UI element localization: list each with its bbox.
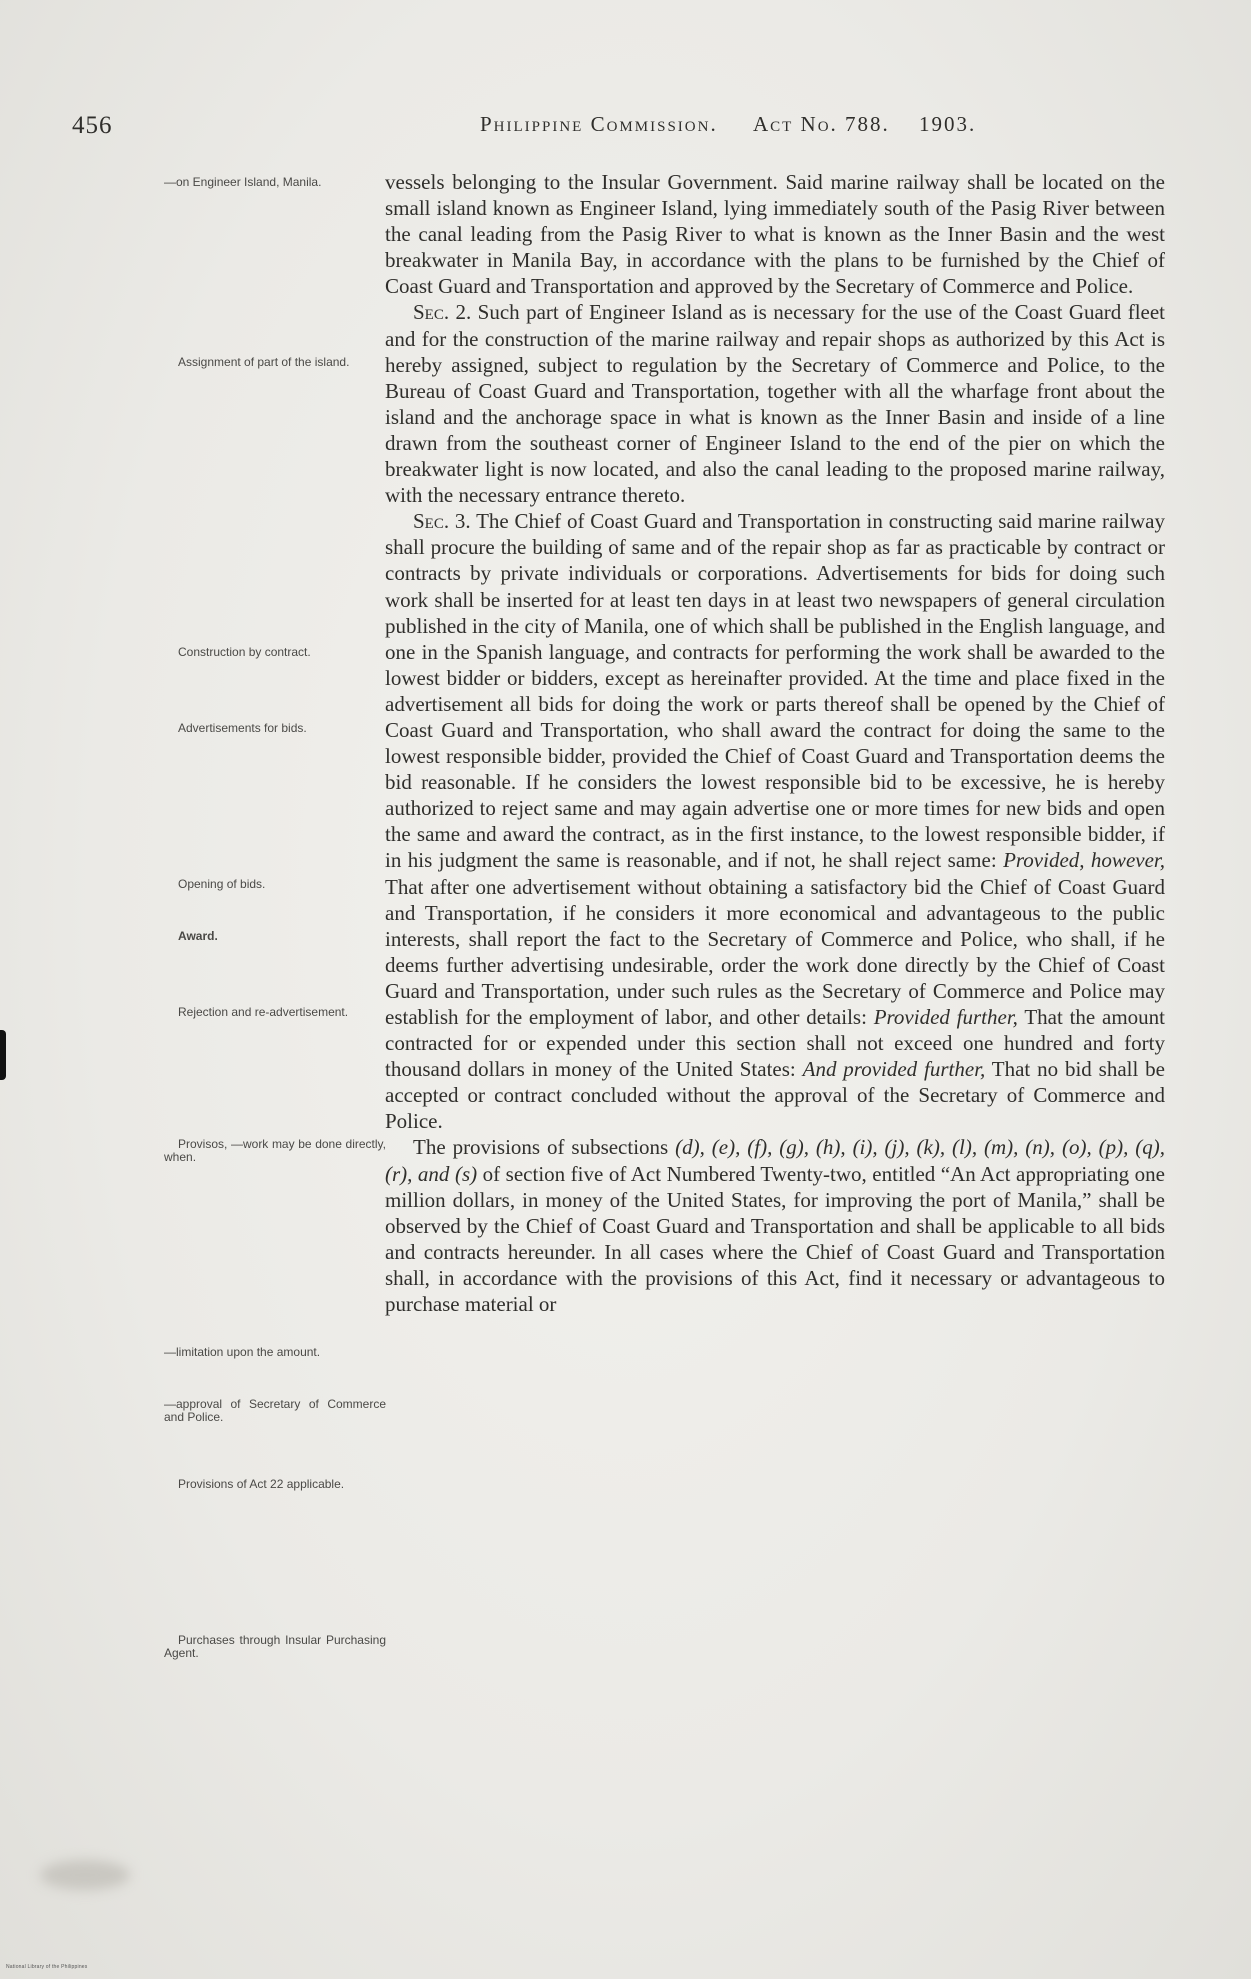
side-note-provisos: Provisos, —work may be done directly, when. [164, 1137, 386, 1164]
scan-footer: National Library of the Philippines [6, 1964, 88, 1970]
side-note-purchases: Purchases through Insular Purchasing Agent. [164, 1633, 386, 1660]
paper-blemish [40, 1860, 130, 1890]
section-3-text-b: That after one advertisement without obtaining a satisfactory bid the Chief of Coast Guard and Transportation, if he considers it more economical and advantageous to the public interests, shall report the fact to the Secretary of Commerce and Police, who shall, if he deems further advertising undesirable, order the work done directly by the Chief of Coast Guard and Transportation, under such rules as the Secretary of Commerce and Police may establish for the employment of labor, and other details: [385, 874, 1165, 1029]
side-note-construction: Construction by contract. [178, 645, 311, 659]
section-3-text-c: That the amount contracted for or expended under this section shall not exceed one hundred and forty thousand dollars in money of the United States: [385, 1005, 1165, 1082]
main-text [385, 169, 1165, 1317]
paragraph-section-2 [385, 299, 1165, 508]
side-note-advertisements: Advertisements for bids. [178, 721, 307, 735]
section-3-text-d: That no bid shall be accepted or contract concluded without the approval of the Secretary of Commerce and Police. [385, 1057, 1165, 1134]
paragraph-act-22 [385, 1134, 1165, 1317]
act-22-subsections: (d), (e), (f), (g), (h), (i), (j), (k), (l), (m), (n), (o), (p), (q), (r), and (s) [385, 1135, 1165, 1186]
proviso-however: Provided, however, [1003, 848, 1165, 873]
header-year: 1903. [919, 112, 977, 136]
proviso-further: Provided further, [873, 1005, 1018, 1029]
side-note-rejection: Rejection and re-advertisement. [178, 1005, 349, 1019]
side-note-award: Award. [178, 929, 218, 943]
running-header [480, 112, 976, 137]
side-note-assignment: Assignment of part of the island. [178, 355, 350, 369]
side-note-act22: Provisions of Act 22 applicable. [178, 1477, 345, 1491]
section-2-label: Sec. 2. [413, 300, 472, 325]
header-act: Act No. 788. [752, 112, 890, 136]
side-note-approval: —approval of Secretary of Commerce and Police. [164, 1397, 386, 1424]
header-title: Philippine Commission. [480, 112, 718, 136]
side-note-opening: Opening of bids. [178, 877, 266, 891]
side-note-limitation: —limitation upon the amount. [164, 1345, 321, 1359]
act-22-text-b: of section five of Act Numbered Twenty-two, entitled “An Act appropriating one million dollars, in money of the United States, for improving the port of Manila,” shall be observed by the Chief of Coast Guard and Transportation and shall be applicable to all bids and contracts hereunder. In all cases where the Chief of Coast Guard and Transportation shall, in accordance with the provisions of this Act, find it necessary or advantageous to purchase material or [385, 1161, 1165, 1317]
proviso-and-further: And provided further, [802, 1057, 986, 1082]
section-2-text: Such part of Engineer Island as is necessary for the use of the Coast Guard fleet and for the construction of the marine railway and repair shops as authorized by this Act is hereby assigned, subject to regulation by the Secretary of Commerce and Police, to the Bureau of Coast Guard and Transportation, together with all the wharfage front about the island and the anchorage space in what is known as the Inner Basin and inside of a line drawn from the southeast corner of Engineer Island to the end of the pier on which the breakwater light is now located, and also the canal leading to the proposed marine railway, with the necessary entrance thereto. [385, 300, 1166, 508]
paragraph-section-3 [385, 508, 1165, 1134]
paragraph-vessels: vessels belonging to the Insular Government. Said marine railway shall be located on the small island known as Engineer Island, lying immediately south of the Pasig River between the canal leading from the Pasig River to what is known as the Inner Basin and the west breakwater in Manila Bay, in accordance with the plans to be furnished by the Chief of Coast Guard and Transportation and approved by the Secretary of Commerce and Police. [385, 170, 1165, 299]
side-note-engineer-island: —on Engineer Island, Manila. [164, 175, 322, 189]
page-number: 456 [72, 112, 113, 139]
section-3-text-a: The Chief of Coast Guard and Transportation in constructing said marine railway shall procure the building of same and of the repair shop as far as practicable by contract or contracts by private individuals or corporations. Advertisements for bids for doing such work shall be inserted for at least ten days in at least two newspapers of general circulation published in the city of Manila, one of which shall be published in the English language, and one in the Spanish language, and contracts for performing the work shall be awarded to the lowest bidder or bidders, except as hereinafter provided. At the time and place fixed in the advertisement all bids for doing the work or parts thereof shall be opened by the Chief of Coast Guard and Transportation, who shall award the contract for doing the same to the lowest responsible bidder, provided the Chief of Coast Guard and Transportation deems the bid reasonable. If he considers the lowest responsible bid to be excessive, he is hereby authorized to reject same and may again advertise one or more times for new bids and open the same and award the contract, as in the first instance, to the lowest responsible bidder, if in his judgment the same is reasonable, and if not, he shall reject same: [385, 509, 1165, 873]
act-22-text-a: The provisions of subsections [413, 1135, 669, 1160]
section-3-label: Sec. 3. [413, 509, 471, 534]
page-edge-mark [0, 1030, 6, 1080]
